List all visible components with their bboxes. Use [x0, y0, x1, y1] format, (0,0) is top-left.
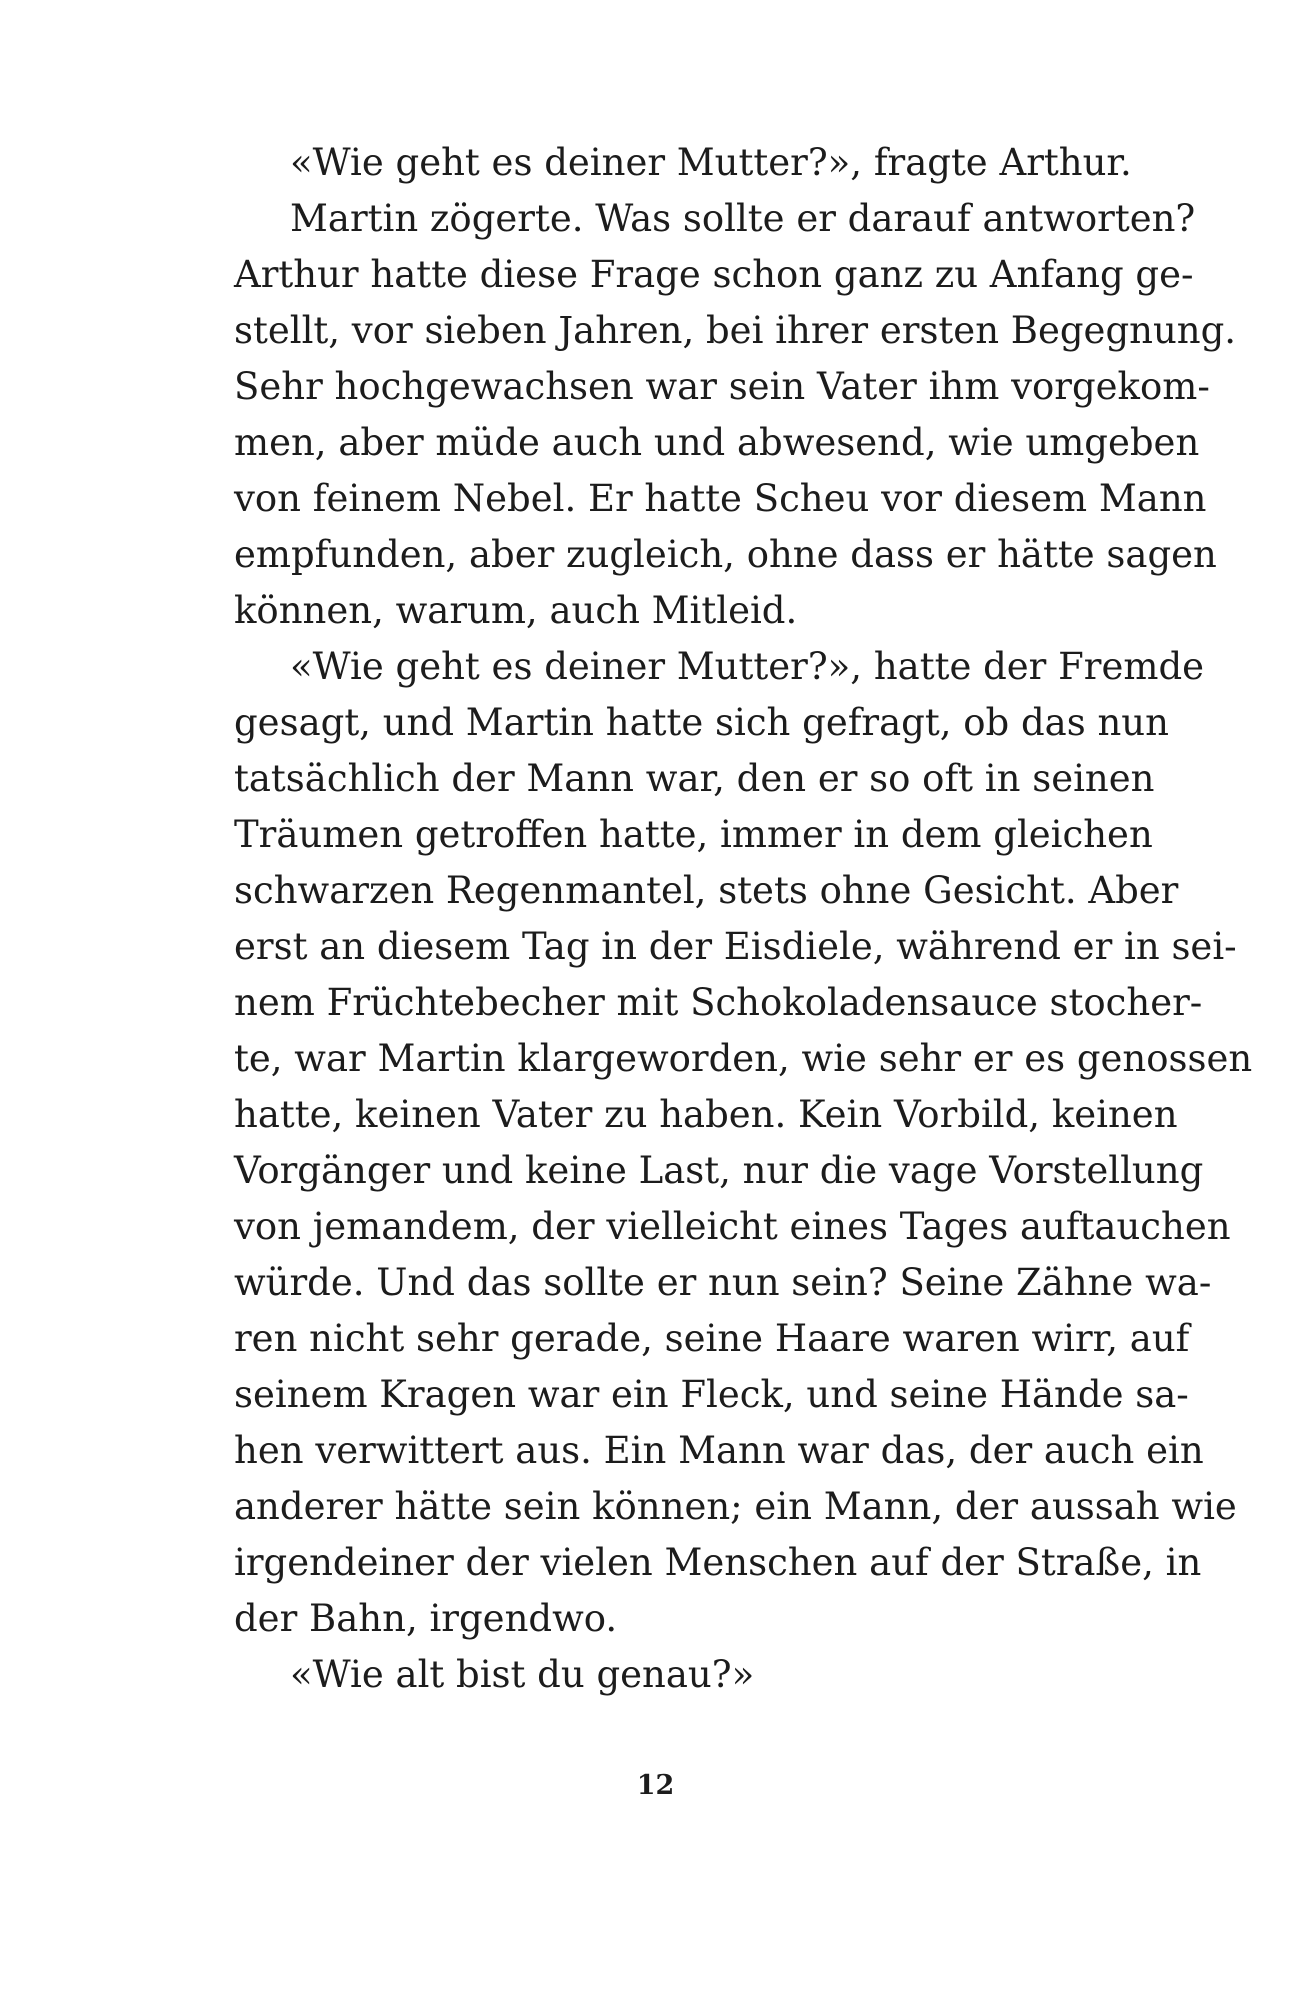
text-line: anderer hätte sein können; ein Mann, der aussah wie — [234, 1485, 1237, 1528]
paragraph — [234, 1647, 1112, 1703]
text-line: können, warum, auch Mitleid. — [234, 589, 798, 632]
text-line: Martin zögerte. Was sollte er darauf antworten? — [290, 197, 1196, 240]
text-line: seinem Kragen war ein Fleck, und seine Hände sa- — [234, 1373, 1189, 1416]
text-line: tatsächlich der Mann war, den er so oft in seinen — [234, 757, 1155, 800]
text-line: ren nicht sehr gerade, seine Haare waren wirr, auf — [234, 1317, 1190, 1360]
body-text — [234, 135, 1253, 1703]
text-line: «Wie alt bist du genau?» — [290, 1653, 755, 1696]
text-line: men, aber müde auch und abwesend, wie umgeben — [234, 421, 1200, 464]
paragraph — [234, 135, 1132, 191]
text-line: stellt, vor sieben Jahren, bei ihrer ersten Begegnung. — [234, 309, 1237, 352]
paragraph — [234, 639, 1253, 1647]
text-line: von feinem Nebel. Er hatte Scheu vor diesem Mann — [234, 477, 1207, 520]
page-number: 12 — [636, 1770, 675, 1801]
text-line: nem Früchtebecher mit Schokoladensauce stocher- — [234, 981, 1203, 1024]
text-line: Vorgänger und keine Last, nur die vage Vorstellung — [234, 1149, 1204, 1192]
text-line: würde. Und das sollte er nun sein? Seine Zähne wa- — [234, 1261, 1212, 1304]
text-line: Träumen getroffen hatte, immer in dem gleichen — [234, 813, 1153, 856]
text-line: erst an diesem Tag in der Eisdiele, während er in sei- — [234, 925, 1237, 968]
text-line: «Wie geht es deiner Mutter?», hatte der Fremde — [290, 645, 1205, 688]
text-line: gesagt, und Martin hatte sich gefragt, ob das nun — [234, 701, 1169, 744]
text-line: von jemandem, der vielleicht eines Tages auftauchen — [234, 1205, 1231, 1248]
text-line: Sehr hochgewachsen war sein Vater ihm vorgekom- — [234, 365, 1210, 408]
text-line: empfunden, aber zugleich, ohne dass er hätte sagen — [234, 533, 1217, 576]
text-line: te, war Martin klargeworden, wie sehr er es genossen — [234, 1037, 1253, 1080]
text-line: hen verwittert aus. Ein Mann war das, der auch ein — [234, 1429, 1204, 1472]
text-line: «Wie geht es deiner Mutter?», fragte Arthur. — [290, 141, 1132, 184]
text-line: der Bahn, irgendwo. — [234, 1597, 618, 1640]
text-line: Arthur hatte diese Frage schon ganz zu Anfang ge- — [234, 253, 1194, 296]
paragraph — [234, 191, 1237, 639]
text-line: schwarzen Regenmantel, stets ohne Gesicht. Aber — [234, 869, 1179, 912]
text-line: hatte, keinen Vater zu haben. Kein Vorbild, keinen — [234, 1093, 1178, 1136]
text-line: irgendeiner der vielen Menschen auf der Straße, in — [234, 1541, 1202, 1584]
